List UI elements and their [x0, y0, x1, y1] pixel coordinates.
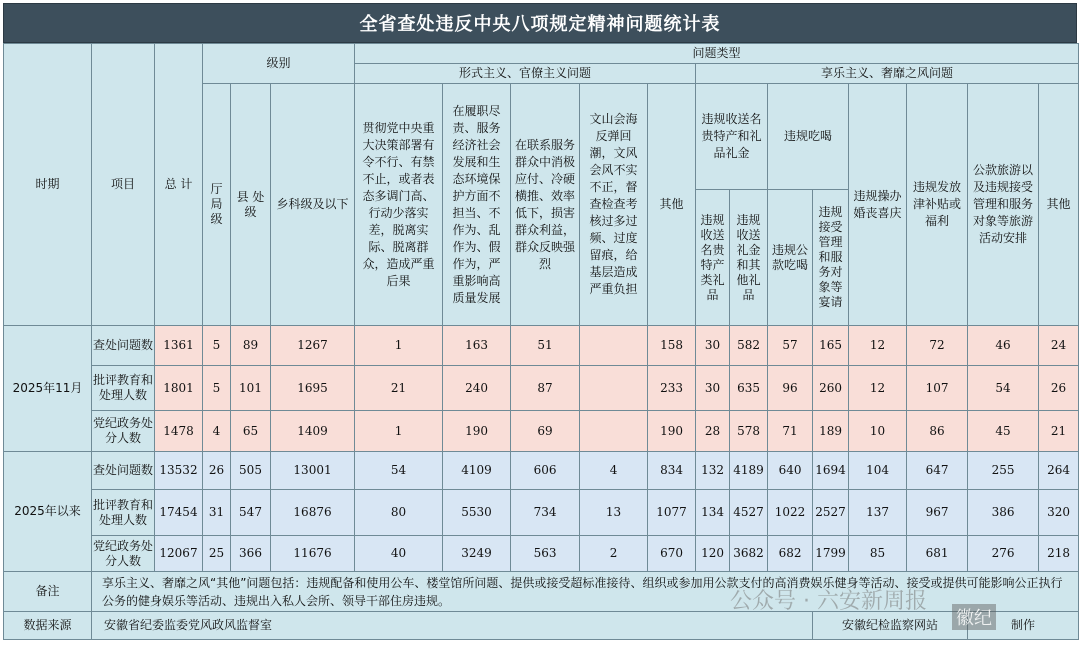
header-formalism-3: 在联系服务群众中消极应付、冷硬横推、效率低下，损害群众利益，群众反映强烈 [511, 84, 580, 326]
cell: 40 [355, 536, 443, 572]
cell: 386 [968, 490, 1039, 536]
cell: 132 [696, 452, 730, 490]
table-row [4, 366, 1079, 411]
cell: 1267 [271, 326, 355, 366]
source-left: 安徽省纪委监委党风政风监督室 [92, 612, 813, 640]
cell: 71 [768, 411, 813, 452]
table-row [4, 411, 1079, 452]
cell: 366 [231, 536, 271, 572]
cell: 10 [849, 411, 907, 452]
cell: 1799 [813, 536, 849, 572]
cell: 89 [231, 326, 271, 366]
source-right: 安徽纪检监察网站 [813, 612, 968, 640]
header-wedding: 违规操办婚丧喜庆 [849, 84, 907, 326]
watermark: 公众号 · 六安新周报 [730, 589, 927, 614]
cell: 85 [849, 536, 907, 572]
cell: 5530 [443, 490, 511, 536]
period-cell: 2025年以来 [4, 452, 92, 572]
cell: 96 [768, 366, 813, 411]
header-eat-a: 违规公款吃喝 [768, 190, 813, 326]
cell: 165 [813, 326, 849, 366]
cell: 1022 [768, 490, 813, 536]
cell [580, 326, 648, 366]
header-group-formalism: 形式主义、官僚主义问题 [355, 64, 696, 84]
credit: 制作 [968, 612, 1079, 640]
cell: 4109 [443, 452, 511, 490]
cell: 72 [907, 326, 968, 366]
cell: 54 [968, 366, 1039, 411]
cell: 46 [968, 326, 1039, 366]
cell: 16876 [271, 490, 355, 536]
cell: 107 [907, 366, 968, 411]
cell: 640 [768, 452, 813, 490]
cell: 547 [231, 490, 271, 536]
header-level: 级别 [203, 44, 355, 84]
header-level-xiang: 乡科级及以下 [271, 84, 355, 326]
cell [580, 411, 648, 452]
cell: 163 [443, 326, 511, 366]
cell: 670 [648, 536, 696, 572]
header-formalism-other: 其他 [648, 84, 696, 326]
cell: 24 [1039, 326, 1079, 366]
cell: 12 [849, 366, 907, 411]
cell: 12 [849, 326, 907, 366]
header-period: 时期 [4, 44, 92, 326]
cell: 4 [203, 411, 231, 452]
cell: 21 [355, 366, 443, 411]
cell: 190 [443, 411, 511, 452]
cell: 120 [696, 536, 730, 572]
cell: 647 [907, 452, 968, 490]
cell: 137 [849, 490, 907, 536]
header-total: 总 计 [155, 44, 203, 326]
stats-sheet [3, 3, 1077, 644]
header-formalism-4: 文山会海反弹回潮，文风会风不实不正，督查检查考核过多过频、过度留痕，给基层造成严重负担 [580, 84, 648, 326]
cell: 218 [1039, 536, 1079, 572]
cell: 65 [231, 411, 271, 452]
row-label: 党纪政务处分人数 [92, 536, 155, 572]
header-formalism-2: 在履职尽责、服务经济社会发展和生态环境保护方面不担当、不作为、乱作为、假作为，严重影响高质量发展 [443, 84, 511, 326]
cell: 4527 [730, 490, 768, 536]
cell: 1 [355, 326, 443, 366]
cell: 2527 [813, 490, 849, 536]
header-travel: 公款旅游以及违规接受管理和服务对象等旅游活动安排 [968, 84, 1039, 326]
cell: 101 [231, 366, 271, 411]
cell: 4 [580, 452, 648, 490]
cell: 582 [730, 326, 768, 366]
cell: 967 [907, 490, 968, 536]
cell: 21 [1039, 411, 1079, 452]
row-label: 查处问题数 [92, 452, 155, 490]
table-row [4, 452, 1079, 490]
note-text: 享乐主义、奢靡之风“其他”问题包括：违规配备和使用公车、楼堂馆所问题、提供或接受超标准接待、组织或参加用公款支付的高消费娱乐健身等活动、接受或提供可能影响公正执行公务的健身娱乐等活动、违规出入私人会所、领导干部住房违规。 [92, 572, 1079, 612]
cell: 264 [1039, 452, 1079, 490]
cell: 158 [648, 326, 696, 366]
cell: 1409 [271, 411, 355, 452]
stats-table [3, 43, 1079, 640]
cell: 1694 [813, 452, 849, 490]
cell: 54 [355, 452, 443, 490]
cell: 1 [355, 411, 443, 452]
row-label: 批评教育和处理人数 [92, 490, 155, 536]
cell: 104 [849, 452, 907, 490]
cell: 87 [511, 366, 580, 411]
cell: 3682 [730, 536, 768, 572]
header-eat: 违规吃喝 [768, 84, 849, 190]
header-problem-type: 问题类型 [355, 44, 1079, 64]
header-level-ting: 厅局级 [203, 84, 231, 326]
cell: 563 [511, 536, 580, 572]
cell: 2 [580, 536, 648, 572]
cell: 26 [1039, 366, 1079, 411]
header-formalism-1: 贯彻党中央重大决策部署有令不行、有禁不止，或者表态多调门高、行动少落实差，脱离实际、脱离群众，造成严重后果 [355, 84, 443, 326]
cell: 578 [730, 411, 768, 452]
cell: 57 [768, 326, 813, 366]
header-gift-a: 违规收送名贵特产类礼品 [696, 190, 730, 326]
row-label: 查处问题数 [92, 326, 155, 366]
cell: 255 [968, 452, 1039, 490]
header-hedonism-other: 其他 [1039, 84, 1079, 326]
cell: 260 [813, 366, 849, 411]
note-label: 备注 [4, 572, 92, 612]
cell: 190 [648, 411, 696, 452]
cell: 233 [648, 366, 696, 411]
cell: 28 [696, 411, 730, 452]
cell: 635 [730, 366, 768, 411]
header-eat-b: 违规接受管理和服务对象等宴请 [813, 190, 849, 326]
cell: 189 [813, 411, 849, 452]
cell: 3249 [443, 536, 511, 572]
cell: 30 [696, 326, 730, 366]
header-level-xian: 县 处 级 [231, 84, 271, 326]
cell: 1695 [271, 366, 355, 411]
watermark-logo: 徽纪 [952, 604, 996, 630]
cell: 80 [355, 490, 443, 536]
cell: 13532 [155, 452, 203, 490]
cell: 26 [203, 452, 231, 490]
cell: 30 [696, 366, 730, 411]
cell: 13001 [271, 452, 355, 490]
cell: 17454 [155, 490, 203, 536]
cell: 51 [511, 326, 580, 366]
row-label: 批评教育和处理人数 [92, 366, 155, 411]
header-gift: 违规收送名贵特产和礼品礼金 [696, 84, 768, 190]
cell: 1077 [648, 490, 696, 536]
cell: 13 [580, 490, 648, 536]
period-cell: 2025年11月 [4, 326, 92, 452]
cell: 505 [231, 452, 271, 490]
cell: 1478 [155, 411, 203, 452]
cell: 682 [768, 536, 813, 572]
cell: 1801 [155, 366, 203, 411]
cell: 606 [511, 452, 580, 490]
table-row [4, 326, 1079, 366]
cell: 834 [648, 452, 696, 490]
cell: 86 [907, 411, 968, 452]
cell: 69 [511, 411, 580, 452]
table-row [4, 490, 1079, 536]
cell: 11676 [271, 536, 355, 572]
cell: 25 [203, 536, 231, 572]
header-subsidy: 违规发放津补贴或福利 [907, 84, 968, 326]
header-gift-b: 违规收送礼金和其他礼品 [730, 190, 768, 326]
cell: 5 [203, 326, 231, 366]
cell: 134 [696, 490, 730, 536]
cell: 320 [1039, 490, 1079, 536]
cell: 4189 [730, 452, 768, 490]
cell [580, 366, 648, 411]
cell: 5 [203, 366, 231, 411]
cell: 734 [511, 490, 580, 536]
source-label: 数据来源 [4, 612, 92, 640]
cell: 681 [907, 536, 968, 572]
cell: 12067 [155, 536, 203, 572]
row-label: 党纪政务处分人数 [92, 411, 155, 452]
cell: 240 [443, 366, 511, 411]
cell: 1361 [155, 326, 203, 366]
table-row [4, 536, 1079, 572]
header-group-hedonism: 享乐主义、奢靡之风问题 [696, 64, 1079, 84]
cell: 45 [968, 411, 1039, 452]
header-item: 项目 [92, 44, 155, 326]
table-title: 全省查处违反中央八项规定精神问题统计表 [3, 3, 1077, 43]
cell: 31 [203, 490, 231, 536]
cell: 276 [968, 536, 1039, 572]
